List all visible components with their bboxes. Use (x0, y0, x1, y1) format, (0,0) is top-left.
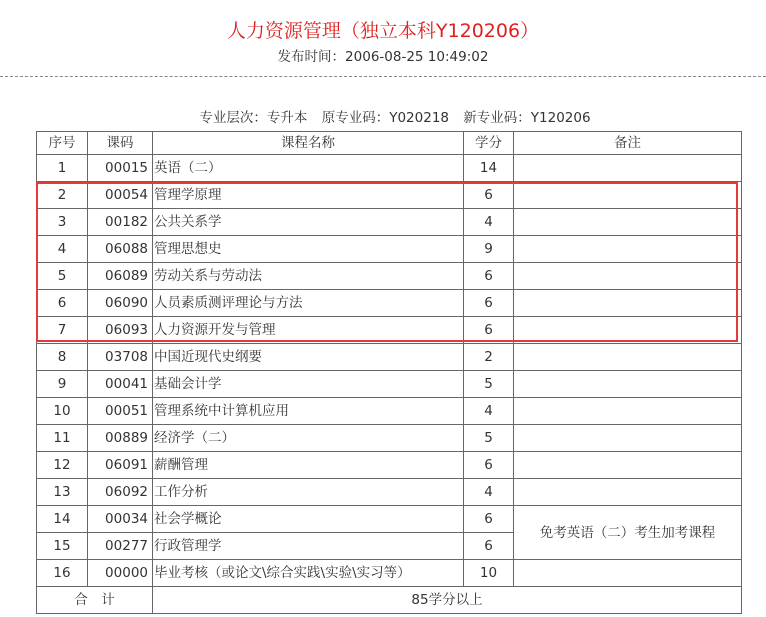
row-code: 00051 (88, 398, 153, 425)
row-name: 管理学原理 (153, 182, 464, 209)
table-row (37, 236, 742, 263)
row-note (514, 452, 742, 479)
header-note: 备注 (514, 132, 742, 155)
total-row (37, 587, 742, 614)
table-row (37, 371, 742, 398)
row-code: 00277 (88, 533, 153, 560)
row-name: 劳动关系与劳动法 (153, 263, 464, 290)
header-credit: 学分 (464, 132, 514, 155)
table-row (37, 506, 742, 533)
row-note (514, 263, 742, 290)
row-note (514, 344, 742, 371)
row-note (514, 182, 742, 209)
merged-note: 免考英语（二）考生加考课程 (514, 506, 742, 560)
table-row (37, 560, 742, 587)
total-value: 85学分以上 (153, 587, 742, 614)
row-code: 00041 (88, 371, 153, 398)
row-credit: 14 (464, 155, 514, 182)
row-no: 12 (37, 452, 88, 479)
row-code: 03708 (88, 344, 153, 371)
row-no: 6 (37, 290, 88, 317)
row-code: 00000 (88, 560, 153, 587)
new-major-code: 新专业码：Y120206 (463, 110, 591, 126)
row-no: 15 (37, 533, 88, 560)
total-label: 合 计 (37, 587, 153, 614)
row-no: 14 (37, 506, 88, 533)
row-note (514, 317, 742, 344)
row-no: 1 (37, 155, 88, 182)
row-note (514, 209, 742, 236)
row-code: 06089 (88, 263, 153, 290)
row-name: 基础会计学 (153, 371, 464, 398)
row-no: 3 (37, 209, 88, 236)
row-code: 00015 (88, 155, 153, 182)
row-credit: 6 (464, 290, 514, 317)
row-name: 工作分析 (153, 479, 464, 506)
row-credit: 6 (464, 182, 514, 209)
row-no: 2 (37, 182, 88, 209)
row-credit: 6 (464, 506, 514, 533)
header-name: 课程名称 (153, 132, 464, 155)
row-note (514, 371, 742, 398)
row-name: 管理系统中计算机应用 (153, 398, 464, 425)
row-name: 人员素质测评理论与方法 (153, 290, 464, 317)
row-name: 薪酬管理 (153, 452, 464, 479)
row-code: 06088 (88, 236, 153, 263)
table-row (37, 290, 742, 317)
row-name: 社会学概论 (153, 506, 464, 533)
row-no: 7 (37, 317, 88, 344)
row-no: 11 (37, 425, 88, 452)
table-row (37, 155, 742, 182)
row-note (514, 560, 742, 587)
row-credit: 5 (464, 371, 514, 398)
row-credit: 10 (464, 560, 514, 587)
row-code: 00034 (88, 506, 153, 533)
table-row (37, 452, 742, 479)
row-code: 06092 (88, 479, 153, 506)
row-no: 10 (37, 398, 88, 425)
row-name: 人力资源开发与管理 (153, 317, 464, 344)
table-row (37, 479, 742, 506)
row-code: 00054 (88, 182, 153, 209)
course-table (36, 131, 742, 614)
table-row (37, 344, 742, 371)
dashed-divider (0, 76, 766, 77)
table-row (37, 398, 742, 425)
row-no: 5 (37, 263, 88, 290)
table-row (37, 182, 742, 209)
row-credit: 4 (464, 398, 514, 425)
row-credit: 2 (464, 344, 514, 371)
row-code: 06093 (88, 317, 153, 344)
row-name: 管理思想史 (153, 236, 464, 263)
row-note (514, 236, 742, 263)
row-no: 13 (37, 479, 88, 506)
row-credit: 4 (464, 209, 514, 236)
major-level: 专业层次：专升本 (199, 110, 308, 126)
row-note (514, 290, 742, 317)
row-no: 9 (37, 371, 88, 398)
table-row (37, 425, 742, 452)
table-header-row (37, 132, 742, 155)
row-credit: 5 (464, 425, 514, 452)
row-name: 公共关系学 (153, 209, 464, 236)
row-name: 英语（二） (153, 155, 464, 182)
row-note (514, 155, 742, 182)
table-row (37, 317, 742, 344)
row-note (514, 425, 742, 452)
row-code: 00889 (88, 425, 153, 452)
row-credit: 6 (464, 533, 514, 560)
row-name: 经济学（二） (153, 425, 464, 452)
table-row (37, 263, 742, 290)
row-credit: 9 (464, 236, 514, 263)
header-no: 序号 (37, 132, 88, 155)
row-name: 中国近现代史纲要 (153, 344, 464, 371)
row-credit: 6 (464, 263, 514, 290)
row-code: 06090 (88, 290, 153, 317)
publish-time: 发布时间：2006-08-25 10:49:02 (277, 49, 489, 65)
table-row (37, 209, 742, 236)
old-major-code: 原专业码：Y020218 (321, 110, 449, 126)
row-no: 4 (37, 236, 88, 263)
page-title: 人力资源管理（独立本科Y120206） (226, 20, 540, 42)
header-code: 课码 (88, 132, 153, 155)
row-credit: 6 (464, 452, 514, 479)
row-no: 16 (37, 560, 88, 587)
row-note (514, 479, 742, 506)
row-code: 06091 (88, 452, 153, 479)
major-info-line (0, 109, 766, 127)
row-credit: 4 (464, 479, 514, 506)
row-name: 毕业考核（或论文\综合实践\实验\实习等） (153, 560, 464, 587)
row-no: 8 (37, 344, 88, 371)
row-name: 行政管理学 (153, 533, 464, 560)
row-credit: 6 (464, 317, 514, 344)
row-note (514, 398, 742, 425)
row-code: 00182 (88, 209, 153, 236)
